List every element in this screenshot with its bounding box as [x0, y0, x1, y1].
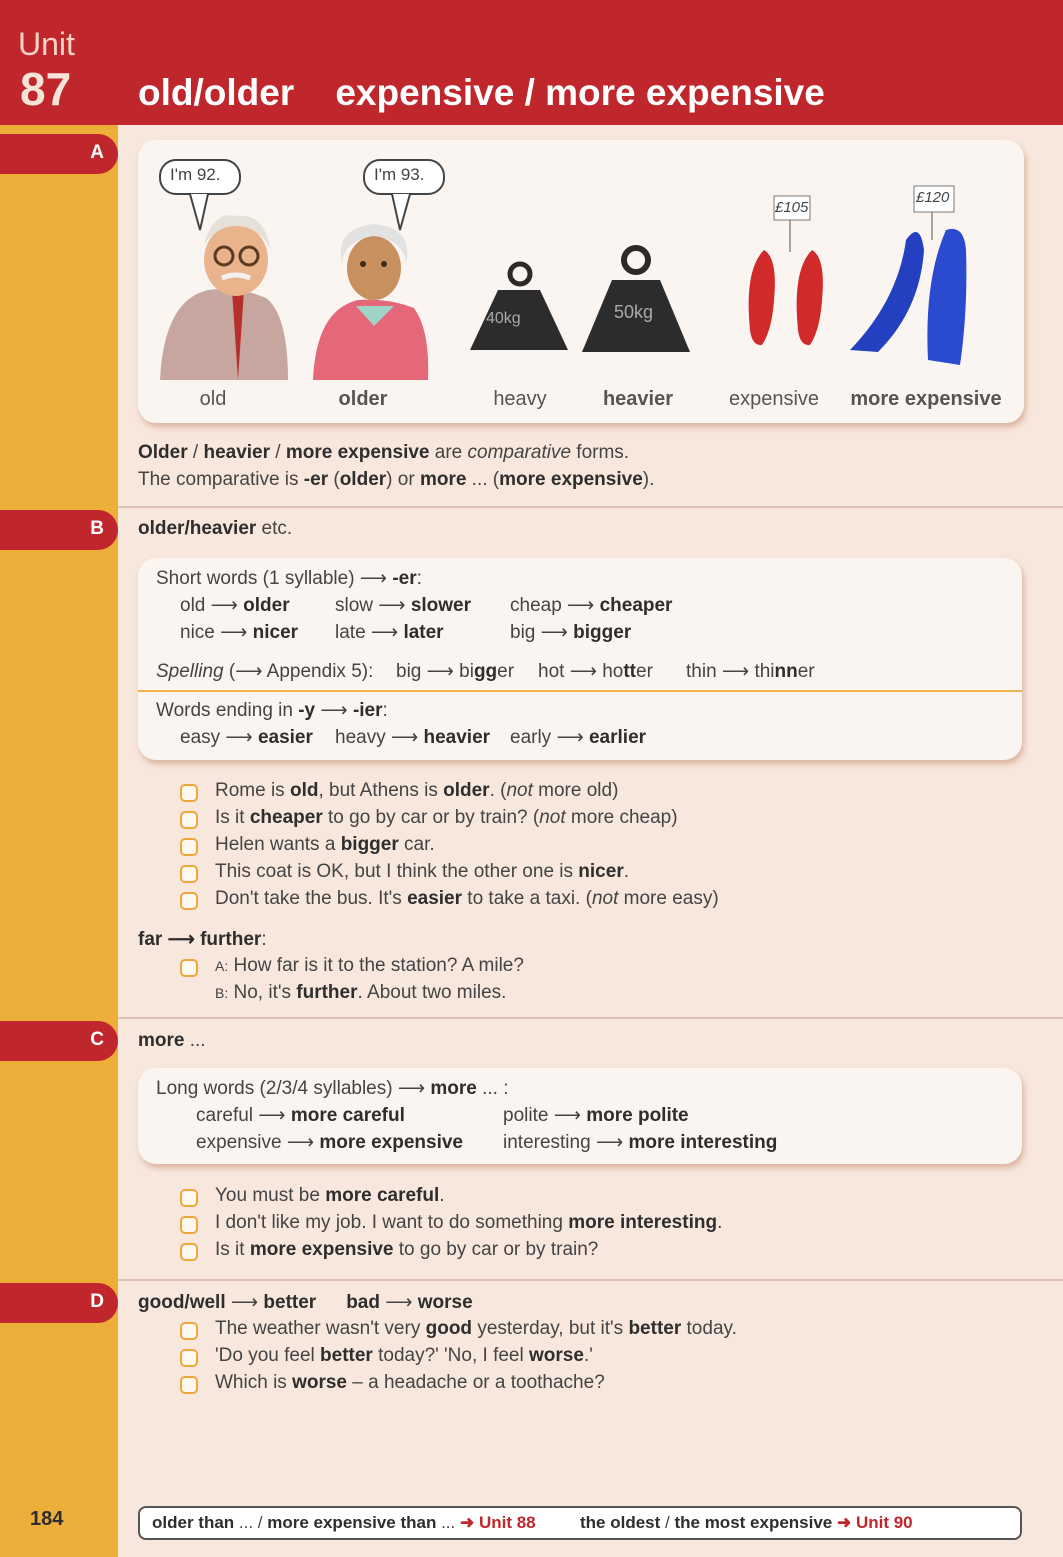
price-105: £105: [775, 199, 809, 216]
weight-label-40: 40kg: [486, 310, 521, 327]
old-woman-figure: [313, 224, 428, 380]
comparative-line-1: Older / heavier / more expensive are comparative forms.: [138, 442, 630, 463]
pair-easy: easy ⟶ easier: [180, 727, 313, 748]
section-c-heading: more ...: [138, 1030, 206, 1051]
sidebar: [0, 0, 118, 1557]
caption-more-expensive: more expensive: [850, 388, 1002, 410]
section-tab-b: [0, 510, 118, 550]
caption-old: old: [199, 388, 227, 410]
pair-expensive: expensive ⟶ more expensive: [196, 1132, 463, 1153]
pair-slow: slow ⟶ slower: [335, 595, 472, 616]
section-letter-a: A: [90, 142, 104, 163]
unit-word: Unit: [18, 26, 75, 62]
bubble-text-old: I'm 92.: [170, 165, 221, 184]
dialog-line-a: A: How far is it to the station? A mile?: [215, 955, 524, 976]
bubble-text-older: I'm 93.: [374, 165, 425, 184]
pair-polite: polite ⟶ more polite: [503, 1105, 689, 1126]
example-checkbox[interactable]: [180, 1322, 198, 1340]
pair-interesting: interesting ⟶ more interesting: [503, 1132, 778, 1153]
comparative-line-2: The comparative is -er (older) or more ... (more expensive).: [138, 469, 655, 490]
long-words-heading: Long words (2/3/4 syllables) ⟶ more ... :: [156, 1078, 509, 1099]
dialog-line-b: B: No, it's further. About two miles.: [215, 982, 507, 1003]
example-b-2: Is it cheaper to go by car or by train? (not more cheap): [215, 807, 678, 828]
weight-label-50: 50kg: [614, 302, 654, 322]
example-d-1: The weather wasn't very good yesterday, but it's better today.: [215, 1318, 737, 1339]
section-divider: [118, 506, 1063, 508]
page-number: 184: [30, 1508, 64, 1530]
section-divider: [118, 1017, 1063, 1019]
short-words-heading: Short words (1 syllable) ⟶ -er:: [156, 568, 422, 589]
weight-50kg: [582, 248, 690, 352]
section-tab-d: [0, 1283, 118, 1323]
pair-cheap: cheap ⟶ cheaper: [510, 595, 673, 616]
example-checkbox[interactable]: [180, 1349, 198, 1367]
example-checkbox[interactable]: [180, 892, 198, 910]
example-b-3: Helen wants a bigger car.: [215, 834, 435, 855]
far-further-heading: far ⟶ further:: [138, 929, 267, 950]
caption-expensive: expensive: [728, 388, 820, 410]
unit-number: 87: [20, 63, 72, 115]
example-c-1: You must be more careful.: [215, 1185, 445, 1206]
blue-shoes: [850, 212, 966, 365]
example-d-3: Which is worse – a headache or a toothache?: [215, 1372, 605, 1393]
example-checkbox[interactable]: [180, 1216, 198, 1234]
cross-ref-unit-88[interactable]: older than ... / more expensive than ... ➜ Unit 88: [152, 1513, 536, 1532]
example-b-1: Rome is old, but Athens is older. (not more old): [215, 780, 619, 801]
example-checkbox[interactable]: [180, 838, 198, 856]
cross-ref-unit-90[interactable]: the oldest / the most expensive ➜ Unit 90: [580, 1513, 913, 1532]
spelling-label: Spelling (⟶ Appendix 5):: [156, 661, 374, 682]
weight-40kg: [470, 264, 568, 350]
example-checkbox[interactable]: [180, 865, 198, 883]
section-letter-b: B: [90, 518, 104, 539]
caption-heavier: heavier: [602, 388, 674, 410]
caption-older: older: [338, 388, 388, 410]
example-checkbox[interactable]: [180, 959, 198, 977]
pair-late: late ⟶ later: [335, 622, 444, 643]
spelling-hot: hot ⟶ hotter: [538, 661, 653, 682]
rules-divider: [138, 690, 1022, 692]
section-tab-a: [0, 134, 118, 174]
example-b-5: Don't take the bus. It's easier to take a taxi. (not more easy): [215, 888, 719, 909]
old-man-figure: [160, 215, 288, 380]
pair-early: early ⟶ earlier: [510, 727, 647, 748]
spelling-thin: thin ⟶ thinner: [686, 661, 815, 682]
page-title: old/older expensive / more expensive: [138, 72, 825, 113]
section-letter-d: D: [90, 1291, 104, 1312]
example-checkbox[interactable]: [180, 1376, 198, 1394]
pair-heavy: heavy ⟶ heavier: [335, 727, 491, 748]
section-b-heading: older/heavier etc.: [138, 518, 293, 539]
comparison-illustration: [138, 140, 1024, 390]
example-checkbox[interactable]: [180, 811, 198, 829]
example-checkbox[interactable]: [180, 784, 198, 802]
example-c-3: Is it more expensive to go by car or by train?: [215, 1239, 599, 1260]
cross-reference-box: [138, 1506, 1022, 1540]
red-shoes: [749, 210, 823, 345]
example-c-2: I don't like my job. I want to do something more interesting.: [215, 1212, 723, 1233]
price-120: £120: [916, 189, 950, 206]
pair-careful: careful ⟶ more careful: [196, 1105, 405, 1126]
pair-nice: nice ⟶ nicer: [180, 622, 299, 643]
y-words-heading: Words ending in -y ⟶ -ier:: [156, 700, 388, 721]
example-checkbox[interactable]: [180, 1243, 198, 1261]
caption-heavy: heavy: [493, 388, 547, 410]
pair-old: old ⟶ older: [180, 595, 290, 616]
example-d-2: 'Do you feel better today?' 'No, I feel worse.': [215, 1345, 593, 1366]
example-checkbox[interactable]: [180, 1189, 198, 1207]
pair-big: big ⟶ bigger: [510, 622, 632, 643]
section-letter-c: C: [90, 1029, 104, 1050]
unit-box: [0, 0, 118, 125]
section-tab-c: [0, 1021, 118, 1061]
example-b-4: This coat is OK, but I think the other one is nicer.: [215, 861, 629, 882]
section-divider: [118, 1279, 1063, 1281]
spelling-big: big ⟶ bigger: [396, 661, 515, 682]
section-d-heading: good/well ⟶ better bad ⟶ worse: [138, 1292, 473, 1313]
